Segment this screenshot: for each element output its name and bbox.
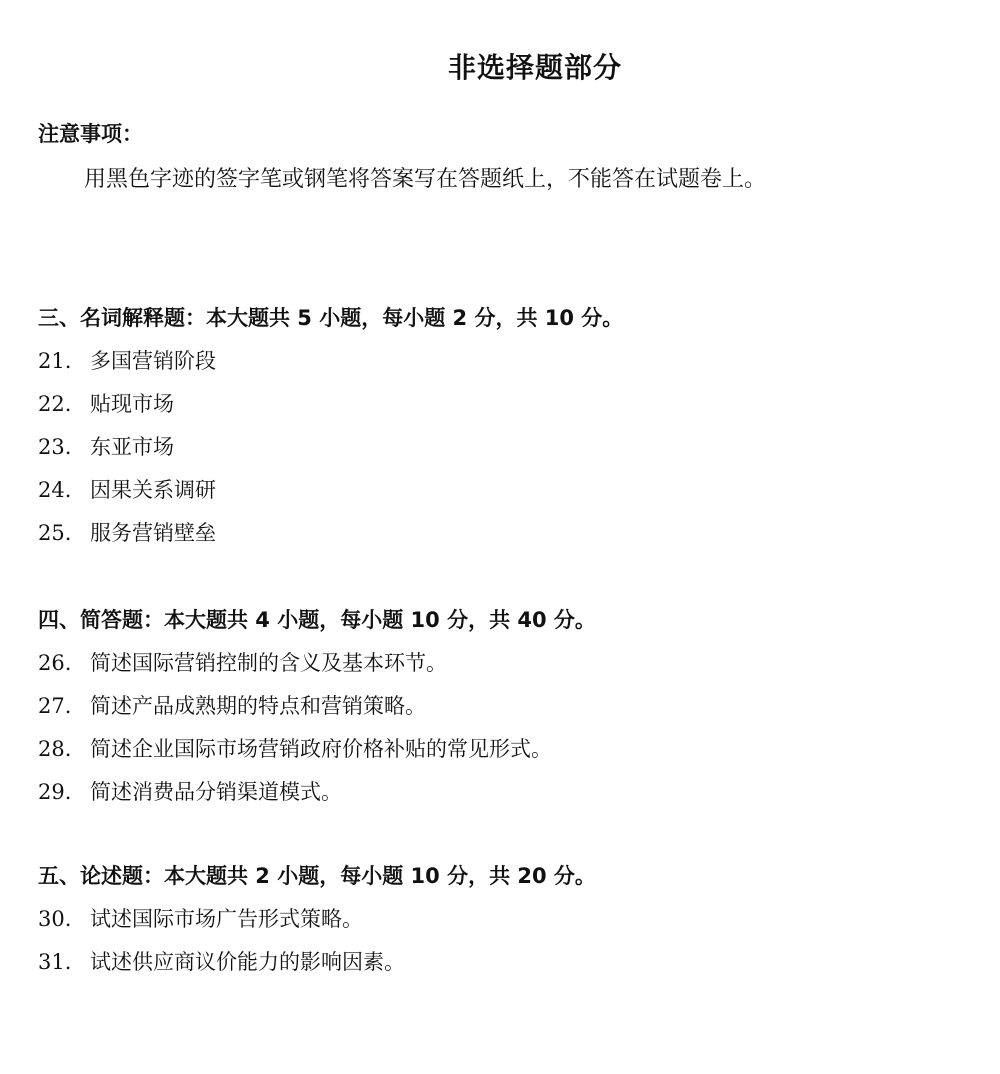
question-text: 因果关系调研 bbox=[90, 478, 216, 502]
question-text: 简述产品成熟期的特点和营销策略。 bbox=[90, 694, 426, 718]
question-text: 服务营销壁垒 bbox=[90, 521, 216, 545]
question-list bbox=[38, 642, 596, 814]
question-number: 26. bbox=[38, 651, 72, 675]
question-number: 22. bbox=[38, 392, 72, 416]
question-item bbox=[38, 642, 596, 685]
question-text: 多国营销阶段 bbox=[90, 349, 216, 373]
question-list bbox=[38, 340, 623, 555]
question-item bbox=[38, 941, 596, 984]
section-term-explanation bbox=[38, 296, 623, 555]
question-number: 28. bbox=[38, 737, 72, 761]
section-essay bbox=[38, 854, 596, 984]
question-text: 试述国际市场广告形式策略。 bbox=[90, 907, 363, 931]
question-item bbox=[38, 512, 623, 555]
question-item bbox=[38, 728, 596, 771]
question-number: 27. bbox=[38, 694, 72, 718]
question-list bbox=[38, 898, 596, 984]
question-item bbox=[38, 383, 623, 426]
question-number: 24. bbox=[38, 478, 72, 502]
page-title: 非选择题部分 bbox=[447, 51, 622, 84]
question-text: 东亚市场 bbox=[90, 435, 174, 459]
question-number: 21. bbox=[38, 349, 72, 373]
question-text: 试述供应商议价能力的影响因素。 bbox=[90, 950, 405, 974]
question-item bbox=[38, 685, 596, 728]
section-heading: 三、名词解释题：本大题共 5 小题，每小题 2 分，共 10 分。 bbox=[38, 306, 624, 330]
question-number: 30. bbox=[38, 907, 72, 931]
section-short-answer bbox=[38, 598, 596, 814]
question-number: 25. bbox=[38, 521, 72, 545]
question-item bbox=[38, 771, 596, 814]
question-text: 简述企业国际市场营销政府价格补贴的常见形式。 bbox=[90, 737, 552, 761]
section-heading: 五、论述题：本大题共 2 小题，每小题 10 分，共 20 分。 bbox=[38, 864, 596, 888]
question-number: 23. bbox=[38, 435, 72, 459]
question-item bbox=[38, 340, 623, 383]
question-text: 贴现市场 bbox=[90, 392, 174, 416]
question-item bbox=[38, 469, 623, 512]
notice-label: 注意事项： bbox=[38, 122, 143, 146]
question-text: 简述国际营销控制的含义及基本环节。 bbox=[90, 651, 447, 675]
question-text: 简述消费品分销渠道模式。 bbox=[90, 780, 342, 804]
notice-text: 用黑色字迹的签字笔或钢笔将答案写在答题纸上，不能答在试题卷上。 bbox=[84, 167, 767, 192]
question-item bbox=[38, 898, 596, 941]
section-heading: 四、简答题：本大题共 4 小题，每小题 10 分，共 40 分。 bbox=[38, 608, 596, 632]
question-item bbox=[38, 426, 623, 469]
question-number: 29. bbox=[38, 780, 72, 804]
question-number: 31. bbox=[38, 950, 72, 974]
